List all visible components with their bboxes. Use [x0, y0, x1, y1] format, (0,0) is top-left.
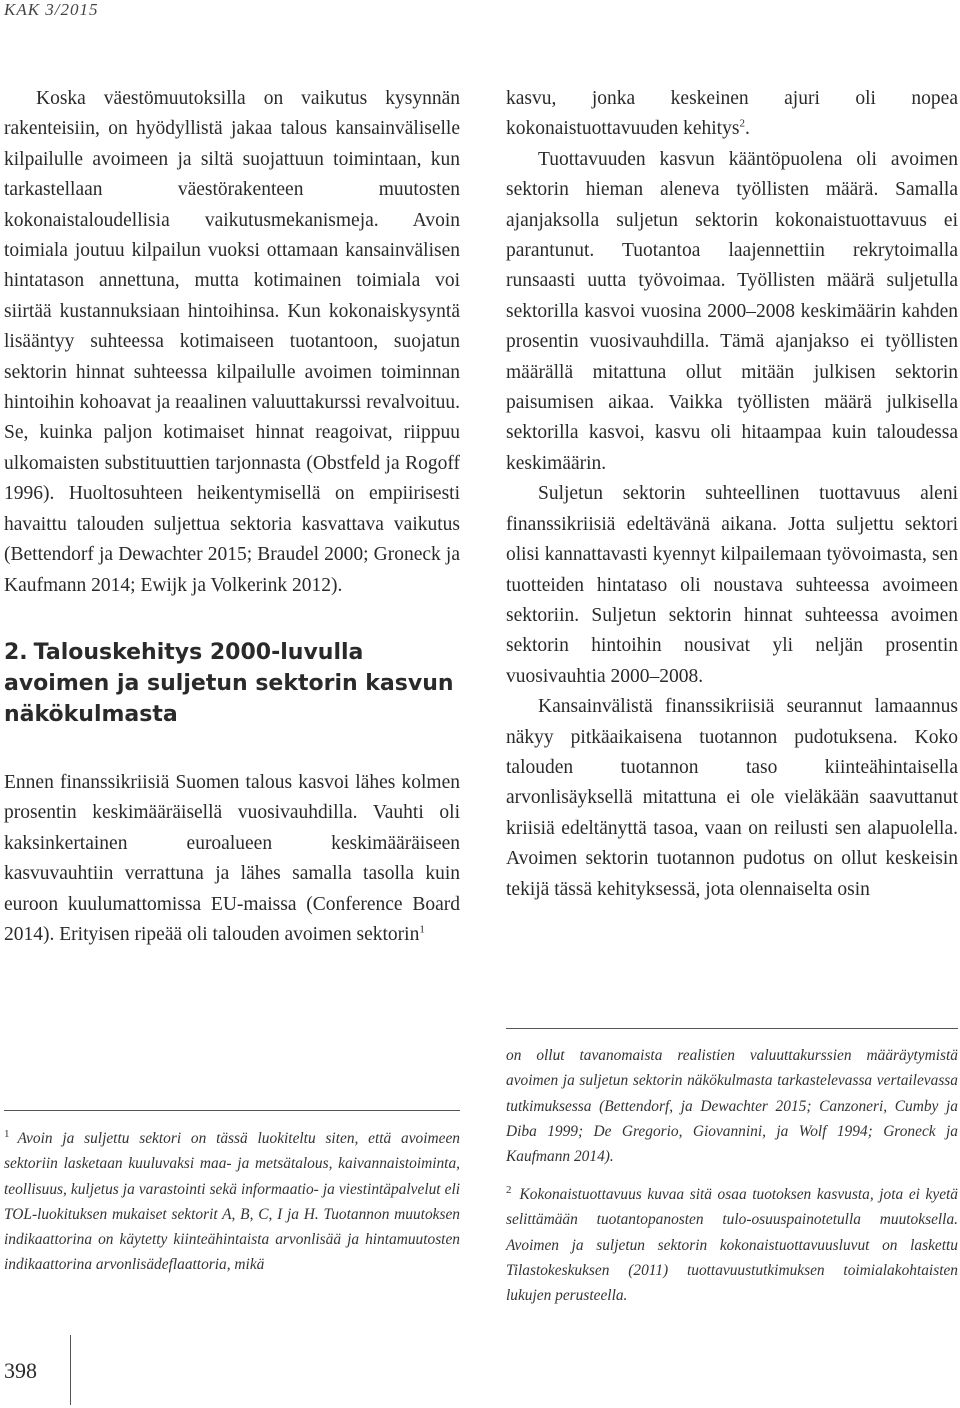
footnote-mark: 2	[506, 1183, 512, 1196]
footnote-reference[interactable]: 2	[739, 117, 745, 130]
left-column	[4, 84, 460, 950]
footnote-1	[4, 1126, 460, 1278]
footnote-2	[506, 1182, 958, 1308]
footnote-reference[interactable]: 1	[419, 923, 425, 936]
section-heading	[4, 637, 460, 730]
page-number-rule	[70, 1335, 71, 1405]
body-paragraph: Koska väestömuutoksilla on vaikutus kysynnän rakenteisiin, on hyödyllistä jakaa talous kansainväliselle kilpailulle avoimeen ja siltä suojattuun toimintaan, kun tarkastellaan väestörakenteen muutosten kokonaistaloudellisia vaikutusmekanismeja. Avoin toimiala joutuu kilpailun vuoksi ottamaan kansainvälisen hintatason annettuna, mutta kotimainen toimiala voi siirtää kustannuksiaan hintoihinsa. Kun kokonaiskysyntä lisääntyy suhteessa kotimaiseen tuotantoon, suojatun sektorin hinnat suhteessa kilpailulle avoimen toiminnan hintoihin kohoavat ja reaalinen valuuttakurssi revalvoituu. Se, kuinka paljon kotimaiset hinnat reagoivat, riippuu ulkomaisten substituuttien tarjonnasta (Obstfeld ja Rogoff 1996). Huoltosuhteen heikentymisellä on empiirisesti havaittu talouden suljettua sektoria kasvattava vaikutus (Bettendorf ja Dewachter 2015; Braudel 2000; Groneck ja Kaufmann 2014; Ewijk ja Volkerink 2012).	[4, 88, 460, 596]
body-paragraph-end: .	[744, 118, 750, 140]
section-title: Talouskehitys 2000-luvulla avoimen ja suljetun sektorin kasvun näkökulmasta	[4, 639, 454, 727]
footnote-text: Kokonaistuottavuus kuvaa sitä osaa tuotoksen kasvusta, jota ei kyetä selittämään tuotantopanosten tulo-osuuspainotetulla muutoksella. Avoimen ja suljetun sektorin kokonaistuottavuusluvut on laskettu Tilastokeskuksen (2011) tuottavuustutkimuksen toimialakohtaisten lukujen perusteella.	[506, 1186, 958, 1305]
running-head: KAK 3/2015	[4, 0, 99, 19]
body-paragraph	[4, 768, 460, 950]
body-paragraph: Suljetun sektorin suhteellinen tuottavuus aleni finanssikriisiä edeltävänä aikana. Jotta suljettu sektori olisi kannattavasti kyennyt kilpailemaan työvoimasta, sen tuotteiden hintataso oli noustava suhteessa avoimeen sektoriin. Suljetun sektorin hinnat suhteessa avoimen sektorin hintoihin nousivat yli neljän prosentin vuosivauhtia 2000–2008.	[506, 483, 958, 687]
footnote-text: Avoin ja suljettu sektori on tässä luokiteltu siten, että avoimeen sektoriin lasketaan kuuluvaksi maa- ja metsätalous, kaivannaistoiminta, teollisuus, kuljetus ja varastointi sekä informaatio- ja viestintäpalvelut eli TOL-luokituksen mukaiset sektorit A, B, C, I ja H. Tuotannon muutoksen indikaattorina on käytetty kiinteähintaista arvonlisää ja hintamuutosten indikaattorina arvonlisädeflaattoria, mikä	[4, 1130, 460, 1274]
footnote-divider	[4, 1110, 460, 1111]
footnote-1-continuation: on ollut tavanomaista realistien valuuttakurssien määräytymistä avoimen ja suljetun sektorin näkökulmasta tarkastelevassa vertailevassa tutkimuksessa (Bettendorf, ja Dewachter 2015; Canzoneri, Cumby ja Diba 1999; De Gregorio, Giovannini, ja Wolf 1994; Groneck ja Kaufmann 2014).	[506, 1047, 958, 1166]
body-paragraph	[506, 84, 958, 145]
body-paragraph-text: kasvu, jonka keskeinen ajuri oli nopea kokonaistuottavuuden kehitys	[506, 88, 958, 140]
page-number: 398	[4, 1358, 37, 1383]
footnote-mark: 1	[4, 1127, 10, 1140]
body-paragraph: Kansainvälistä finanssikriisiä seurannut lamaannus näkyy pitkäaikaisena tuotannon pudotuksena. Koko talouden tuotannon taso kiinteähintaisella arvonlisäyksellä mitattuna ei ole vieläkään saavuttanut kriisiä edeltänyttä tasoa, vaan on reilusti sen alapuolella. Avoimen sektorin tuotannon pudotus on ollut keskeisin tekijä tässä kehityksessä, jota olennaiselta osin	[506, 696, 958, 900]
body-paragraph-text: Ennen finanssikriisiä Suomen talous kasvoi lähes kolmen prosentin keskimääräisellä vuosivauhdilla. Vauhti oli kaksinkertainen euroalueen keskimääräiseen kasvuvauhtiin verrattuna ja lähes samalla tasolla kuin euroon kuulumattomissa EU-maissa (Conference Board 2014). Erityisen ripeää oli talouden avoimen sektorin	[4, 771, 460, 945]
body-paragraph: Tuottavuuden kasvun kääntöpuolena oli avoimen sektorin hieman aleneva työllisten määrä. Samalla ajanjaksolla suljetun sektorin kokonaistuottavuus ei parantunut. Tuotantoa laajennettiin rekrytoimalla runsaasti uutta työvoimaa. Työllisten määrä suljetulla sektorilla kasvoi vuosina 2000–2008 keskimäärin kahden prosentin vuosivauhdilla. Tämä ajanjakso ei työllisten määrällä mitattuna ollut mitään julkisen sektorin paisumisen aikaa. Vaikka työllisten määrä julkisella sektorilla kasvoi, kasvu oli hitaampaa kuin taloudessa keskimäärin.	[506, 148, 958, 474]
right-column	[506, 84, 958, 905]
footnote-divider	[506, 1028, 958, 1029]
section-number: 2.	[4, 639, 28, 665]
